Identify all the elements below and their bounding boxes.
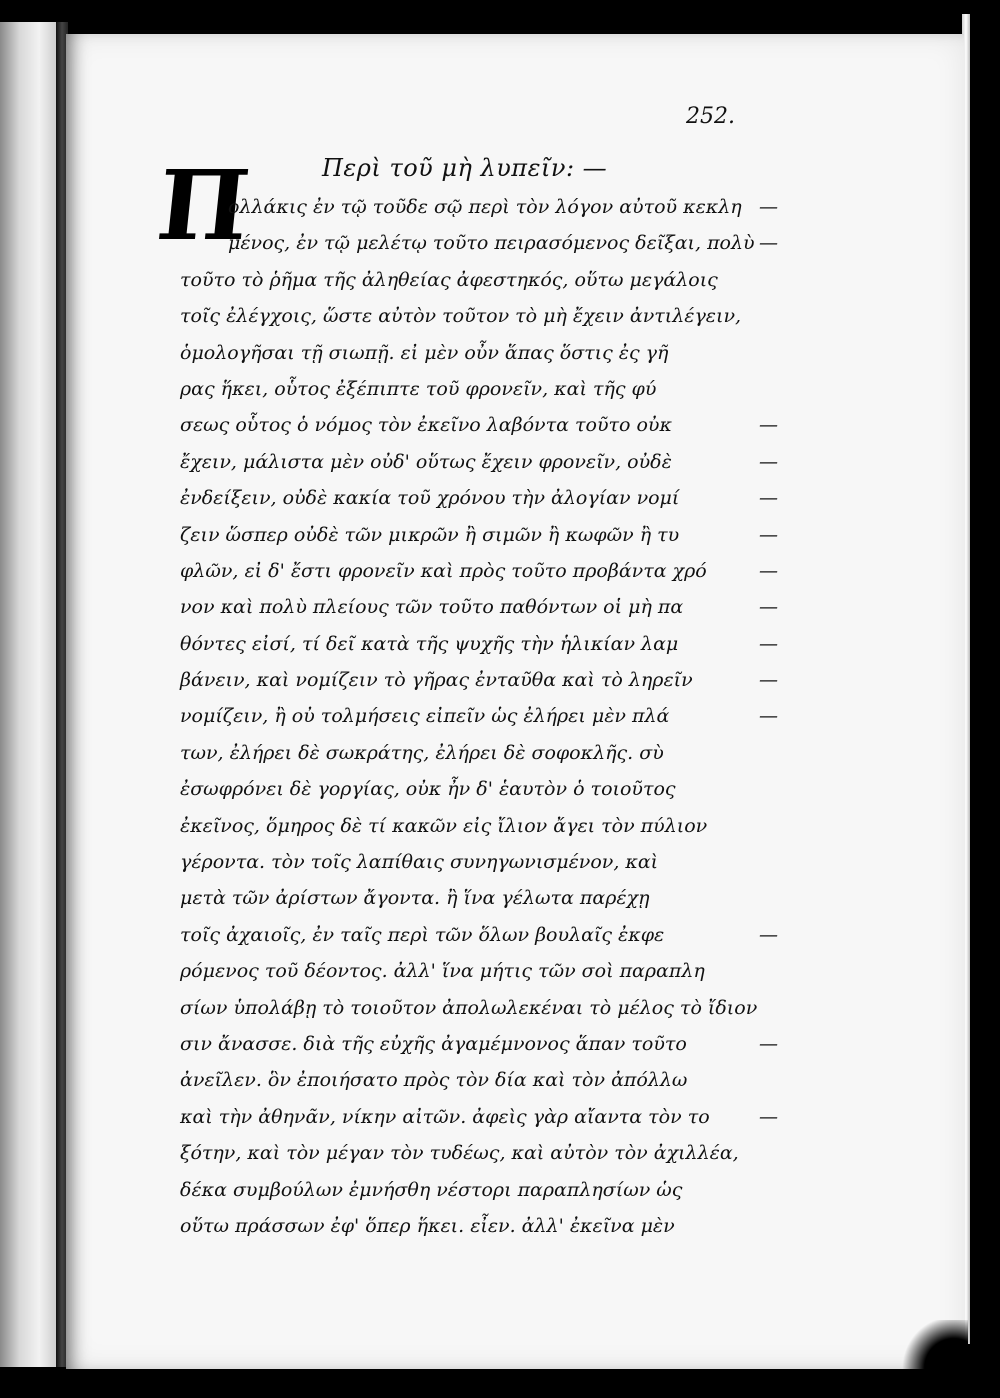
line-end-dash: — (759, 923, 778, 946)
line-text: μετὰ τῶν ἀρίστων ἄγοντα. ἢ ἵνα γέλωτα παρέχῃ (180, 887, 650, 910)
line-text: ἀνεῖλεν. ὃν ἐποιήσατο πρὸς τὸν δία καὶ τὸν ἀπόλλω (180, 1069, 688, 1092)
manuscript-line (180, 735, 740, 771)
manuscript-line (180, 698, 778, 734)
corner-shadow (898, 1320, 968, 1380)
manuscript-line (180, 298, 740, 334)
line-end-dash: — (759, 559, 778, 582)
manuscript-line (180, 917, 778, 953)
line-text: σεως οὗτος ὁ νόμος τὸν ἐκεῖνο λαβόντα τοῦτο οὐκ (180, 414, 672, 437)
manuscript-line (180, 808, 740, 844)
manuscript-line (180, 662, 778, 698)
line-text: καὶ τὴν ἀθηνᾶν, νίκην αἰτῶν. ἀφεὶς γὰρ αἴαντα τὸν το (180, 1105, 710, 1128)
manuscript-line (180, 480, 778, 516)
manuscript-line (180, 407, 778, 443)
manuscript-line (180, 444, 778, 480)
line-text: γέροντα. τὸν τοῖς λαπίθαις συνηγωνισμένον, καὶ (180, 851, 659, 874)
manuscript-line (180, 371, 740, 407)
manuscript-line (180, 553, 778, 589)
manuscript-line (180, 844, 740, 880)
line-end-dash: — (759, 523, 778, 546)
line-end-dash: — (759, 450, 778, 473)
line-text: ζειν ὥσπερ οὐδὲ τῶν μικρῶν ἢ σιμῶν ἢ κωφῶν ἢ τυ (180, 523, 680, 546)
manuscript-line (180, 990, 758, 1026)
manuscript-line (180, 262, 740, 298)
line-text: ὁμολογῆσαι τῇ σιωπῇ. εἰ μὲν οὖν ἅπας ὅστις ἐς γῆ (180, 341, 669, 364)
line-end-dash: — (759, 414, 778, 437)
manuscript-line (180, 1208, 740, 1244)
folio-number: 252. (686, 104, 735, 129)
line-end-dash: — (759, 669, 778, 692)
line-end-dash: — (759, 632, 778, 655)
line-text: τοῦτο τὸ ῥῆμα τῆς ἀληθείας ἀφεστηκός, οὕτω μεγάλοις (180, 268, 718, 291)
line-end-dash: — (759, 1032, 778, 1055)
line-end-dash: — (759, 487, 778, 510)
manuscript-line (180, 880, 740, 916)
line-text: νομίζειν, ἢ οὐ τολμήσεις εἰπεῖν ὡς ἐλήρει μὲν πλά (180, 705, 670, 728)
facing-page-edge (0, 22, 58, 1367)
line-text: ἐκεῖνος, ὅμηρος δὲ τί κακῶν εἰς ἴλιον ἄγει τὸν πύλιον (180, 814, 708, 837)
manuscript-line (180, 189, 778, 225)
manuscript-page (66, 34, 964, 1369)
manuscript-line (180, 953, 740, 989)
line-text: δέκα συμβούλων ἐμνήσθη νέστορι παραπλησίων ὡς (180, 1178, 683, 1201)
manuscript-line (180, 1062, 740, 1098)
manuscript-line (180, 1026, 778, 1062)
manuscript-line (180, 771, 740, 807)
manuscript-line (180, 1135, 740, 1171)
line-end-dash: — (759, 1105, 778, 1128)
line-text: ρόμενος τοῦ δέοντος. ἀλλ' ἵνα μήτις τῶν σοὶ παραπλη (180, 960, 705, 983)
manuscript-line (180, 517, 778, 553)
line-text: τοῖς ἀχαιοῖς, ἐν ταῖς περὶ τῶν ὅλων βουλαῖς ἐκφε (180, 923, 665, 946)
line-end-dash: — (759, 196, 778, 218)
decorated-initial: Π (152, 149, 255, 262)
section-heading: Περὶ τοῦ μὴ λυπεῖν: — (322, 154, 608, 182)
line-text: ἔχειν, μάλιστα μὲν οὐδ' οὕτως ἔχειν φρονεῖν, οὐδὲ (180, 450, 672, 473)
line-text: ἐσωφρόνει δὲ γοργίας, οὐκ ἦν δ' ἑαυτὸν ὁ τοιοῦτος (180, 778, 676, 801)
line-text: φλῶν, εἰ δ' ἔστι φρονεῖν καὶ πρὸς τοῦτο προβάντα χρό (180, 559, 707, 582)
line-text: ἐνδείξειν, οὐδὲ κακία τοῦ χρόνου τὴν ἀλογίαν νομί (180, 487, 680, 510)
line-end-dash: — (759, 705, 778, 728)
text-block (180, 189, 778, 1244)
line-text: νον καὶ πολὺ πλείους τῶν τοῦτο παθόντων οἱ μὴ πα (180, 596, 684, 619)
line-text: των, ἐλήρει δὲ σωκράτης, ἐλήρει δὲ σοφοκλῆς. σὺ (180, 741, 664, 764)
line-text: βάνειν, καὶ νομίζειν τὸ γῆρας ἐνταῦθα καὶ τὸ ληρεῖν (180, 669, 693, 692)
line-text: σιν ἄνασσε. διὰ τῆς εὐχῆς ἀγαμέμνονος ἅπαν τοῦτο (180, 1032, 687, 1055)
line-text: θόντες εἰσί, τί δεῖ κατὰ τῆς ψυχῆς τὴν ἡλικίαν λαμ (180, 632, 679, 655)
line-text: τοῖς ἐλέγχοις, ὥστε αὐτὸν τοῦτον τὸ μὴ ἔχειν ἀντιλέγειν, (180, 305, 742, 328)
line-text: μένος, ἐν τῷ μελέτῳ τοῦτο πειρασόμενος δεῖξαι, πολὺ (228, 232, 755, 255)
manuscript-line (180, 1172, 740, 1208)
line-text: οὕτω πράσσων ἐφ' ὅπερ ἥκει. εἶεν. ἀλλ' ἐκεῖνα μὲν (180, 1214, 675, 1237)
line-end-dash: — (759, 596, 778, 619)
manuscript-line (180, 1099, 778, 1135)
line-text: ξότην, καὶ τὸν μέγαν τὸν τυδέως, καὶ αὐτὸν τὸν ἀχιλλέα, (180, 1142, 739, 1165)
line-text: ολλάκις ἐν τῷ τοῦδε σῷ περὶ τὸν λόγον αὐτοῦ κεκλη (228, 196, 742, 218)
line-end-dash: — (759, 232, 778, 255)
line-text: σίων ὑπολάβῃ τὸ τοιοῦτον ἀπολωλεκέναι τὸ μέλος τὸ ἴδιον (180, 996, 758, 1019)
manuscript-line (180, 335, 740, 371)
manuscript-line (180, 589, 778, 625)
manuscript-line (180, 626, 778, 662)
line-text: ρας ἥκει, οὗτος ἐξέπιπτε τοῦ φρονεῖν, καὶ τῆς φύ (180, 377, 657, 400)
manuscript-line (180, 225, 778, 261)
